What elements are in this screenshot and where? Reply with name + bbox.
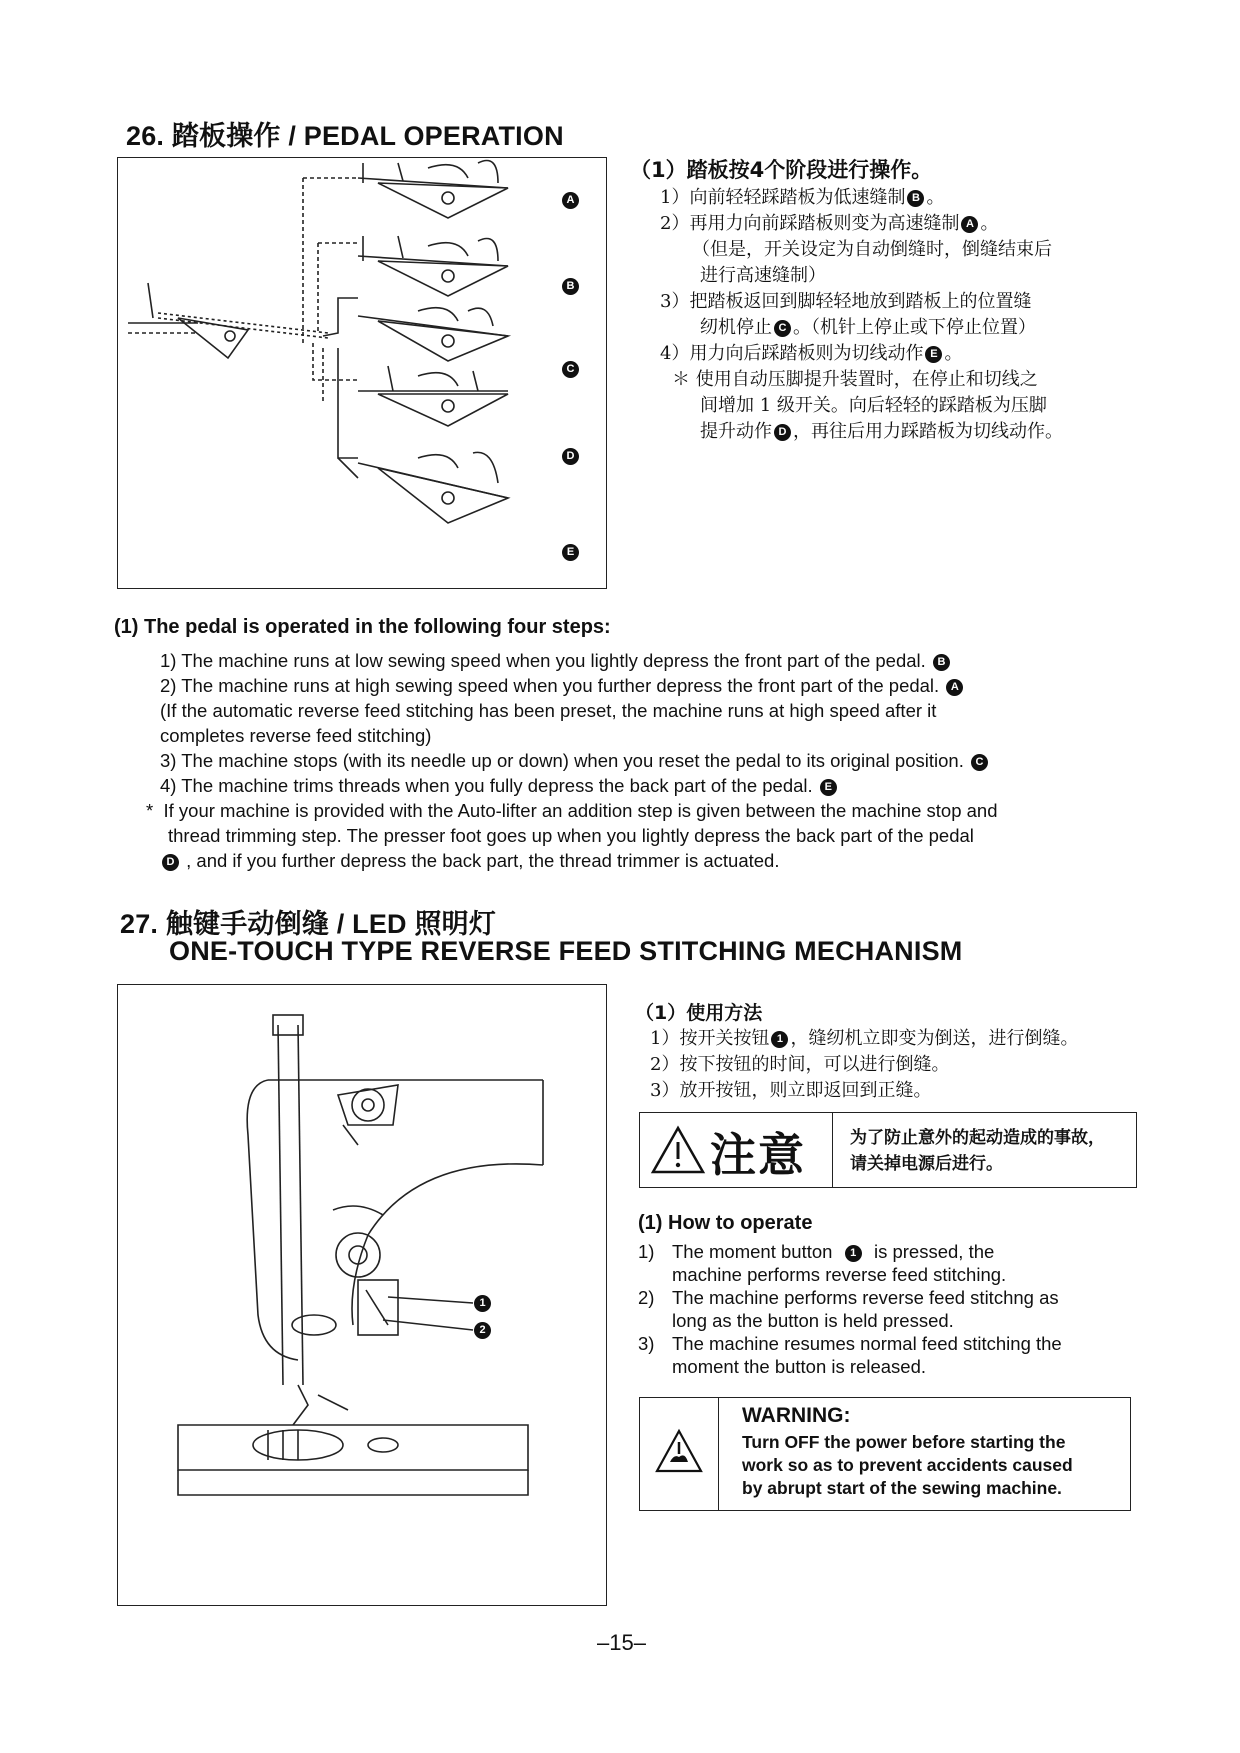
warning-line-1: Turn OFF the power before starting the (742, 1432, 1066, 1452)
en-line-1: 1) The machine runs at low sewing speed when you lightly depress the front part of the pedal. B (160, 648, 952, 673)
label-c-icon: C (562, 361, 579, 378)
label-a-icon: A (946, 679, 963, 696)
cn-line-4: 进行高速缝制） (700, 265, 826, 286)
en-27-item-2-line-1: The machine performs reverse feed stitchng as (672, 1287, 1059, 1308)
warning-icon-cell (640, 1398, 719, 1510)
warning-title: WARNING: (742, 1404, 851, 1427)
label-1-icon: 1 (474, 1295, 491, 1312)
section-27-title-2: ONE-TOUCH TYPE REVERSE FEED STITCHING MECHANISM (169, 936, 963, 966)
cn-line-6: 纫机停止 C 。（机针上停止或下停止位置） (700, 317, 1036, 338)
en-heading-26: (1) The pedal is operated in the following four steps: (114, 616, 611, 638)
cn-line-10: 提升动作 D ，再往后用力踩踏板为切线动作。 (700, 421, 1063, 442)
label-e-icon: E (925, 346, 942, 363)
page-number: –15– (597, 1630, 646, 1655)
cn-heading-26: （1）踏板按4个阶段进行操作。 (630, 158, 933, 182)
cn-line-5: 3）把踏板返回到脚轻轻地放到踏板上的位置缝 (660, 291, 1032, 312)
en-27-item-3-line-2: moment the button is released. (672, 1356, 927, 1377)
hand-caution-icon (654, 1428, 704, 1474)
cn-heading-27: （1）使用方法 (635, 1002, 763, 1024)
label-a-icon: A (961, 216, 978, 233)
warning-box (639, 1397, 1131, 1511)
cn-27-line-1: 1）按开关按钮 1 ，缝纫机立即变为倒送，进行倒缝。 (650, 1028, 1079, 1049)
en-line-7: * If your machine is provided with the Auto-lifter an addition step is given between the machine stop and (146, 800, 998, 821)
en-27-item-2-line-2: long as the button is held pressed. (672, 1310, 954, 1331)
en-line-4: completes reverse feed stitching) (160, 725, 432, 746)
cn-line-1: 1）向前轻轻踩踏板为低速缝制 B 。 (660, 187, 945, 208)
label-d-icon: D (562, 448, 579, 465)
label-1-icon: 1 (771, 1031, 788, 1048)
cn-line-2: 2）再用力向前踩踏板则变为高速缝制 A 。 (660, 213, 999, 234)
section-26-title: 26. 踏板操作 / PEDAL OPERATION (126, 121, 564, 151)
label-2-icon: 2 (474, 1322, 491, 1339)
caution-text-2: 请关掉电源后进行。 (850, 1154, 1003, 1174)
cn-27-line-2: 2）按下按钮的时间，可以进行倒缝。 (650, 1054, 950, 1075)
label-e-icon: E (562, 544, 579, 561)
cn-line-9: 间增加 1 级开关。向后轻轻的踩踏板为压脚 (700, 395, 1047, 416)
label-e-icon: E (820, 779, 837, 796)
en-27-item-3-line-1: The machine resumes normal feed stitching the (672, 1333, 1062, 1354)
en-heading-27: (1) How to operate (638, 1212, 813, 1234)
en-line-8: thread trimming step. The presser foot goes up when you lightly depress the back part of the pedal (168, 825, 974, 846)
cn-line-3: （但是，开关设定为自动倒缝时，倒缝结束后 (692, 239, 1052, 260)
caution-label: 注意 (710, 1128, 806, 1182)
caution-box (639, 1112, 1137, 1188)
caution-label-cell (640, 1113, 833, 1187)
section-27-title-1: 27. 触键手动倒缝 / LED 照明灯 (120, 909, 497, 939)
label-c-icon: C (971, 754, 988, 771)
en-line-2: 2) The machine runs at high sewing speed when you further depress the front part of the pedal. A (160, 673, 965, 698)
machine-figure (117, 984, 607, 1606)
en-27-item-1-line-1: The moment button 1 is pressed, the (672, 1241, 995, 1262)
cn-27-line-3: 3）放开按钮，则立即返回到正缝。 (650, 1080, 932, 1101)
caution-text-1: 为了防止意外的起动造成的事故， (850, 1128, 1105, 1148)
label-b-icon: B (562, 278, 579, 295)
en-line-9: D , and if you further depress the back part, the thread trimmer is actuated. (160, 848, 779, 873)
cn-line-7: 4）用力向后踩踏板则为切线动作 E 。 (660, 343, 963, 364)
warning-triangle-icon (650, 1125, 706, 1175)
pedal-figure (117, 157, 607, 589)
en-27-item-2-num: 2) (638, 1287, 655, 1308)
en-line-3: (If the automatic reverse feed stitching has been preset, the machine runs at high speed after it (160, 700, 937, 721)
en-27-item-3-num: 3) (638, 1333, 655, 1354)
sewing-machine-drawing (118, 985, 606, 1605)
label-b-icon: B (933, 654, 950, 671)
en-line-6: 4) The machine trims threads when you fully depress the back part of the pedal. E (160, 773, 839, 798)
label-d-icon: D (774, 424, 791, 441)
pedal-diagram (118, 158, 606, 588)
warning-line-2: work so as to prevent accidents caused (742, 1455, 1073, 1475)
en-27-item-1-line-2: machine performs reverse feed stitching. (672, 1264, 1007, 1285)
en-27-item-1-num: 1) (638, 1241, 655, 1262)
label-a-icon: A (562, 192, 579, 209)
label-c-icon: C (774, 320, 791, 337)
label-1-icon: 1 (845, 1245, 862, 1262)
asterisk: * (146, 800, 154, 821)
en-line-5: 3) The machine stops (with its needle up or down) when you reset the pedal to its original position. C (160, 748, 990, 773)
warning-line-3: by abrupt start of the sewing machine. (742, 1478, 1062, 1498)
label-d-icon: D (162, 854, 179, 871)
label-b-icon: B (907, 190, 924, 207)
cn-line-8: ＊ 使用自动压脚提升装置时，在停止和切线之 (672, 369, 1038, 390)
